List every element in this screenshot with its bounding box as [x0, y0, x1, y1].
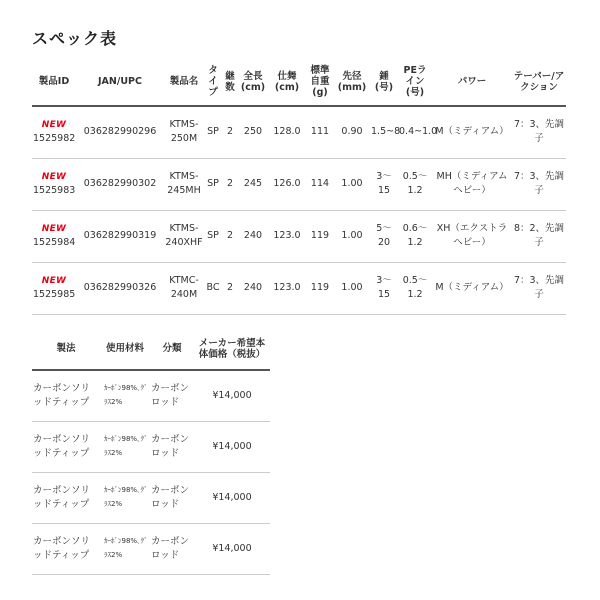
pe-cell: 0.5～1.2 — [398, 158, 432, 210]
header-product-name: 製品名 — [164, 60, 204, 106]
weight-cell: 119 — [306, 210, 334, 262]
closed-length-cell: 123.0 — [268, 210, 306, 262]
jan-cell: 036282990326 — [76, 262, 164, 314]
tip-cell: 1.00 — [334, 262, 370, 314]
pieces-cell: 2 — [222, 210, 238, 262]
material-cell: ｶｰﾎﾞﾝ98%､ｸﾞﾗｽ2% — [100, 472, 150, 523]
pe-cell: 0.5～1.2 — [398, 262, 432, 314]
table-row — [32, 523, 270, 574]
method-cell: カーボンソリッドティップ — [32, 472, 100, 523]
table-row — [32, 421, 270, 472]
closed-length-cell: 123.0 — [268, 262, 306, 314]
weight-cell: 111 — [306, 106, 334, 158]
length-cell: 245 — [238, 158, 268, 210]
taper-cell: 7：3、先調子 — [512, 158, 566, 210]
header-material: 使用材料 — [100, 330, 150, 370]
length-cell: 240 — [238, 262, 268, 314]
new-badge: NEW — [41, 171, 67, 182]
product-name-cell: KTMS-240XHF — [164, 210, 204, 262]
closed-length-cell: 128.0 — [268, 106, 306, 158]
header-power: パワー — [432, 60, 512, 106]
material-table — [32, 330, 270, 575]
pieces-cell: 2 — [222, 106, 238, 158]
lure-cell: 3～15 — [370, 158, 398, 210]
category-cell: カーボンロッド — [150, 370, 194, 421]
taper-cell: 7：3、先調子 — [512, 106, 566, 158]
product-name-cell: KTMS-250M — [164, 106, 204, 158]
table-row — [32, 210, 566, 262]
jan-cell: 036282990319 — [76, 210, 164, 262]
product-id-cell — [32, 210, 76, 262]
header-category: 分類 — [150, 330, 194, 370]
material-cell: ｶｰﾎﾞﾝ98%､ｸﾞﾗｽ2% — [100, 523, 150, 574]
page-title: スペック表 — [32, 29, 118, 48]
product-name-cell: KTMS-245MH — [164, 158, 204, 210]
table-row — [32, 262, 566, 314]
header-product-id: 製品ID — [32, 60, 76, 106]
header-pieces: 継数 — [222, 60, 238, 106]
length-cell: 240 — [238, 210, 268, 262]
taper-cell: 7：3、先調子 — [512, 262, 566, 314]
product-id-cell — [32, 262, 76, 314]
header-length: 全長(cm) — [238, 60, 268, 106]
lure-cell: 3～15 — [370, 262, 398, 314]
header-closed-length: 仕舞(cm) — [268, 60, 306, 106]
product-id: 1525984 — [33, 236, 76, 248]
header-tip-diameter: 先径(mm) — [334, 60, 370, 106]
spec-table — [32, 60, 566, 315]
category-cell: カーボンロッド — [150, 523, 194, 574]
category-cell: カーボンロッド — [150, 472, 194, 523]
type-cell: SP — [204, 106, 222, 158]
pieces-cell: 2 — [222, 262, 238, 314]
spec-header-row — [32, 60, 566, 106]
header-type: タイプ — [204, 60, 222, 106]
new-badge: NEW — [41, 223, 67, 234]
new-badge: NEW — [41, 275, 67, 286]
tip-cell: 1.00 — [334, 158, 370, 210]
power-cell: M（ミディアム） — [432, 262, 512, 314]
type-cell: BC — [204, 262, 222, 314]
price-cell: ¥14,000 — [194, 421, 270, 472]
product-id-cell — [32, 158, 76, 210]
header-lure-weight: 錘(号) — [370, 60, 398, 106]
pe-cell: 0.4~1.0 — [398, 106, 432, 158]
lure-cell: 5～20 — [370, 210, 398, 262]
product-id: 1525985 — [33, 288, 76, 300]
tip-cell: 0.90 — [334, 106, 370, 158]
table-row — [32, 472, 270, 523]
header-pe-line: PEライン(号) — [398, 60, 432, 106]
material-header-row — [32, 330, 270, 370]
method-cell: カーボンソリッドティップ — [32, 370, 100, 421]
weight-cell: 119 — [306, 262, 334, 314]
method-cell: カーボンソリッドティップ — [32, 523, 100, 574]
pieces-cell: 2 — [222, 158, 238, 210]
lure-cell: 1.5~8 — [370, 106, 398, 158]
weight-cell: 114 — [306, 158, 334, 210]
product-id: 1525983 — [33, 184, 76, 196]
product-name-cell: KTMC-240M — [164, 262, 204, 314]
product-id: 1525982 — [33, 132, 76, 144]
power-cell: M（ミディアム） — [432, 106, 512, 158]
type-cell: SP — [204, 158, 222, 210]
price-cell: ¥14,000 — [194, 370, 270, 421]
header-jan: JAN/UPC — [76, 60, 164, 106]
header-taper: テーパー/アクション — [512, 60, 566, 106]
taper-cell: 8：2、先調子 — [512, 210, 566, 262]
pe-cell: 0.6～1.2 — [398, 210, 432, 262]
table-row — [32, 158, 566, 210]
category-cell: カーボンロッド — [150, 421, 194, 472]
header-weight: 標準自重(g) — [306, 60, 334, 106]
header-method: 製法 — [32, 330, 100, 370]
power-cell: MH（ミディアムヘビー） — [432, 158, 512, 210]
type-cell: SP — [204, 210, 222, 262]
jan-cell: 036282990302 — [76, 158, 164, 210]
closed-length-cell: 126.0 — [268, 158, 306, 210]
new-badge: NEW — [41, 119, 67, 130]
price-cell: ¥14,000 — [194, 523, 270, 574]
jan-cell: 036282990296 — [76, 106, 164, 158]
price-cell: ¥14,000 — [194, 472, 270, 523]
length-cell: 250 — [238, 106, 268, 158]
table-row — [32, 106, 566, 158]
product-id-cell — [32, 106, 76, 158]
method-cell: カーボンソリッドティップ — [32, 421, 100, 472]
tip-cell: 1.00 — [334, 210, 370, 262]
material-cell: ｶｰﾎﾞﾝ98%､ｸﾞﾗｽ2% — [100, 370, 150, 421]
power-cell: XH（エクストラヘビー） — [432, 210, 512, 262]
header-price: メーカー希望本体価格（税抜） — [194, 330, 270, 370]
material-cell: ｶｰﾎﾞﾝ98%､ｸﾞﾗｽ2% — [100, 421, 150, 472]
table-row — [32, 370, 270, 421]
